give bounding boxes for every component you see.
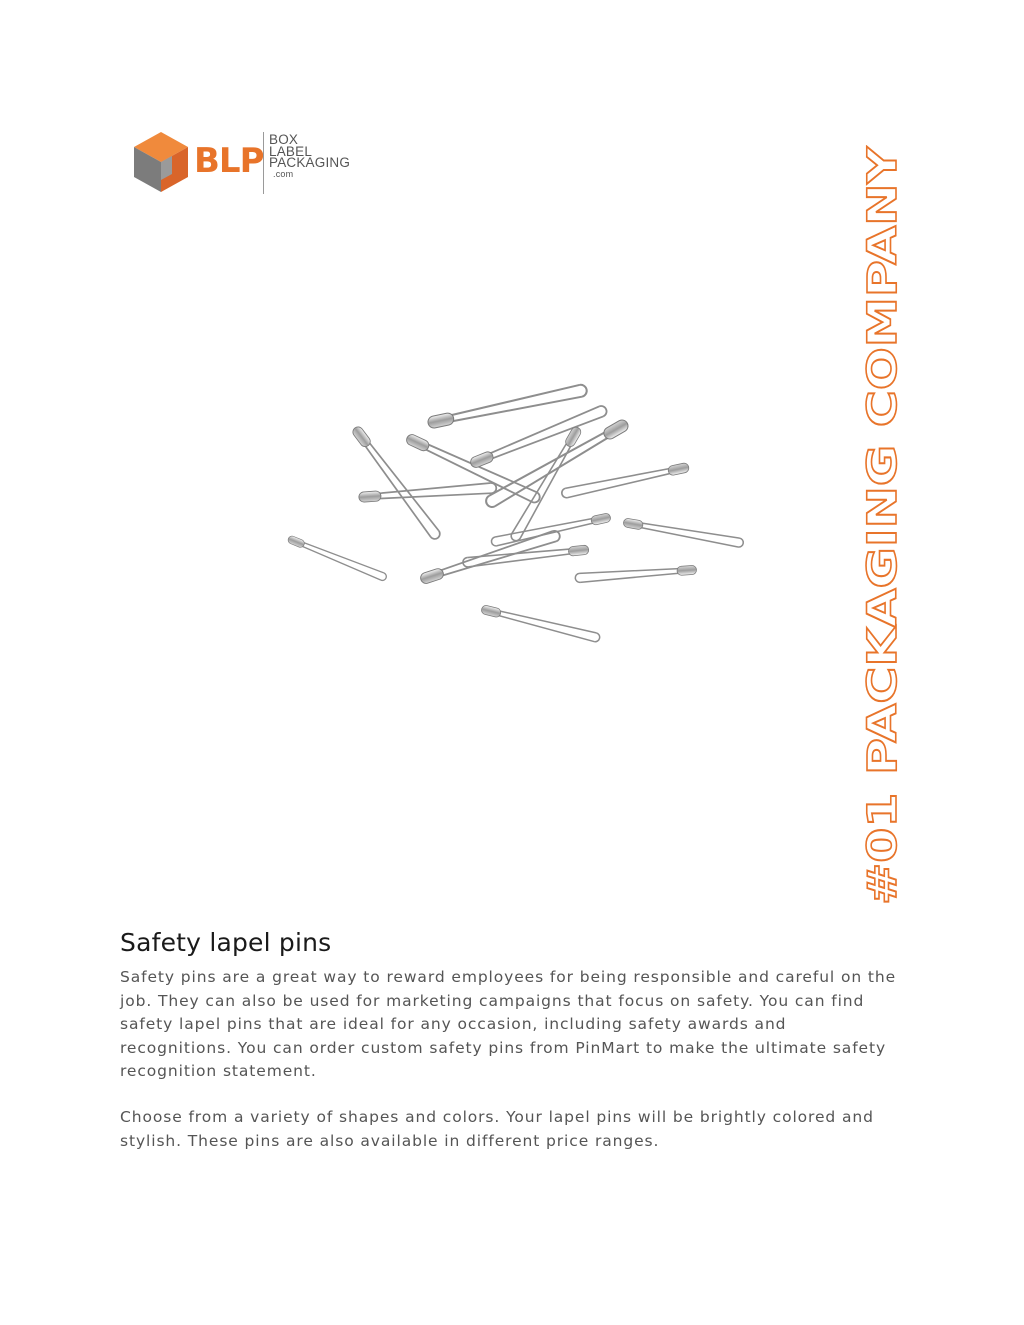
- brand-logo: [132, 130, 362, 196]
- body-paragraph-1: Safety pins are a great way to reward employees for being responsible and careful on the job. They can also be used for marketing campaigns that focus on safety. You can find safety lapel pins that are ideal for any occasion, including safety awards and recognitions. You can order custom safety pins from PinMart to make the ultimate safety recognition statement.: [120, 968, 897, 1080]
- side-banner: [858, 145, 904, 907]
- section-heading: Safety lapel pins: [120, 928, 332, 957]
- side-banner-text: #01 PACKAGING COMPANY: [860, 303, 904, 905]
- logo-word-packaging: PACKAGING: [269, 155, 351, 170]
- logo-word-label: LABEL: [269, 143, 313, 159]
- side-banner-graphic: [858, 145, 904, 907]
- logo-divider: [263, 132, 264, 194]
- cube-logo-icon: [132, 130, 190, 194]
- logo-word-dotcom: .com: [273, 168, 294, 179]
- body-paragraph-2: Choose from a variety of shapes and colors. Your lapel pins will be brightly colored and stylish. These pins are also available in different price ranges.: [120, 1108, 874, 1150]
- safety-pins-image: [276, 350, 746, 670]
- logo-mark-text: BLP: [194, 141, 264, 181]
- logo-wordmark: [269, 134, 350, 179]
- logo-word-box: BOX: [269, 132, 299, 147]
- safety-pins-icon: [276, 350, 746, 670]
